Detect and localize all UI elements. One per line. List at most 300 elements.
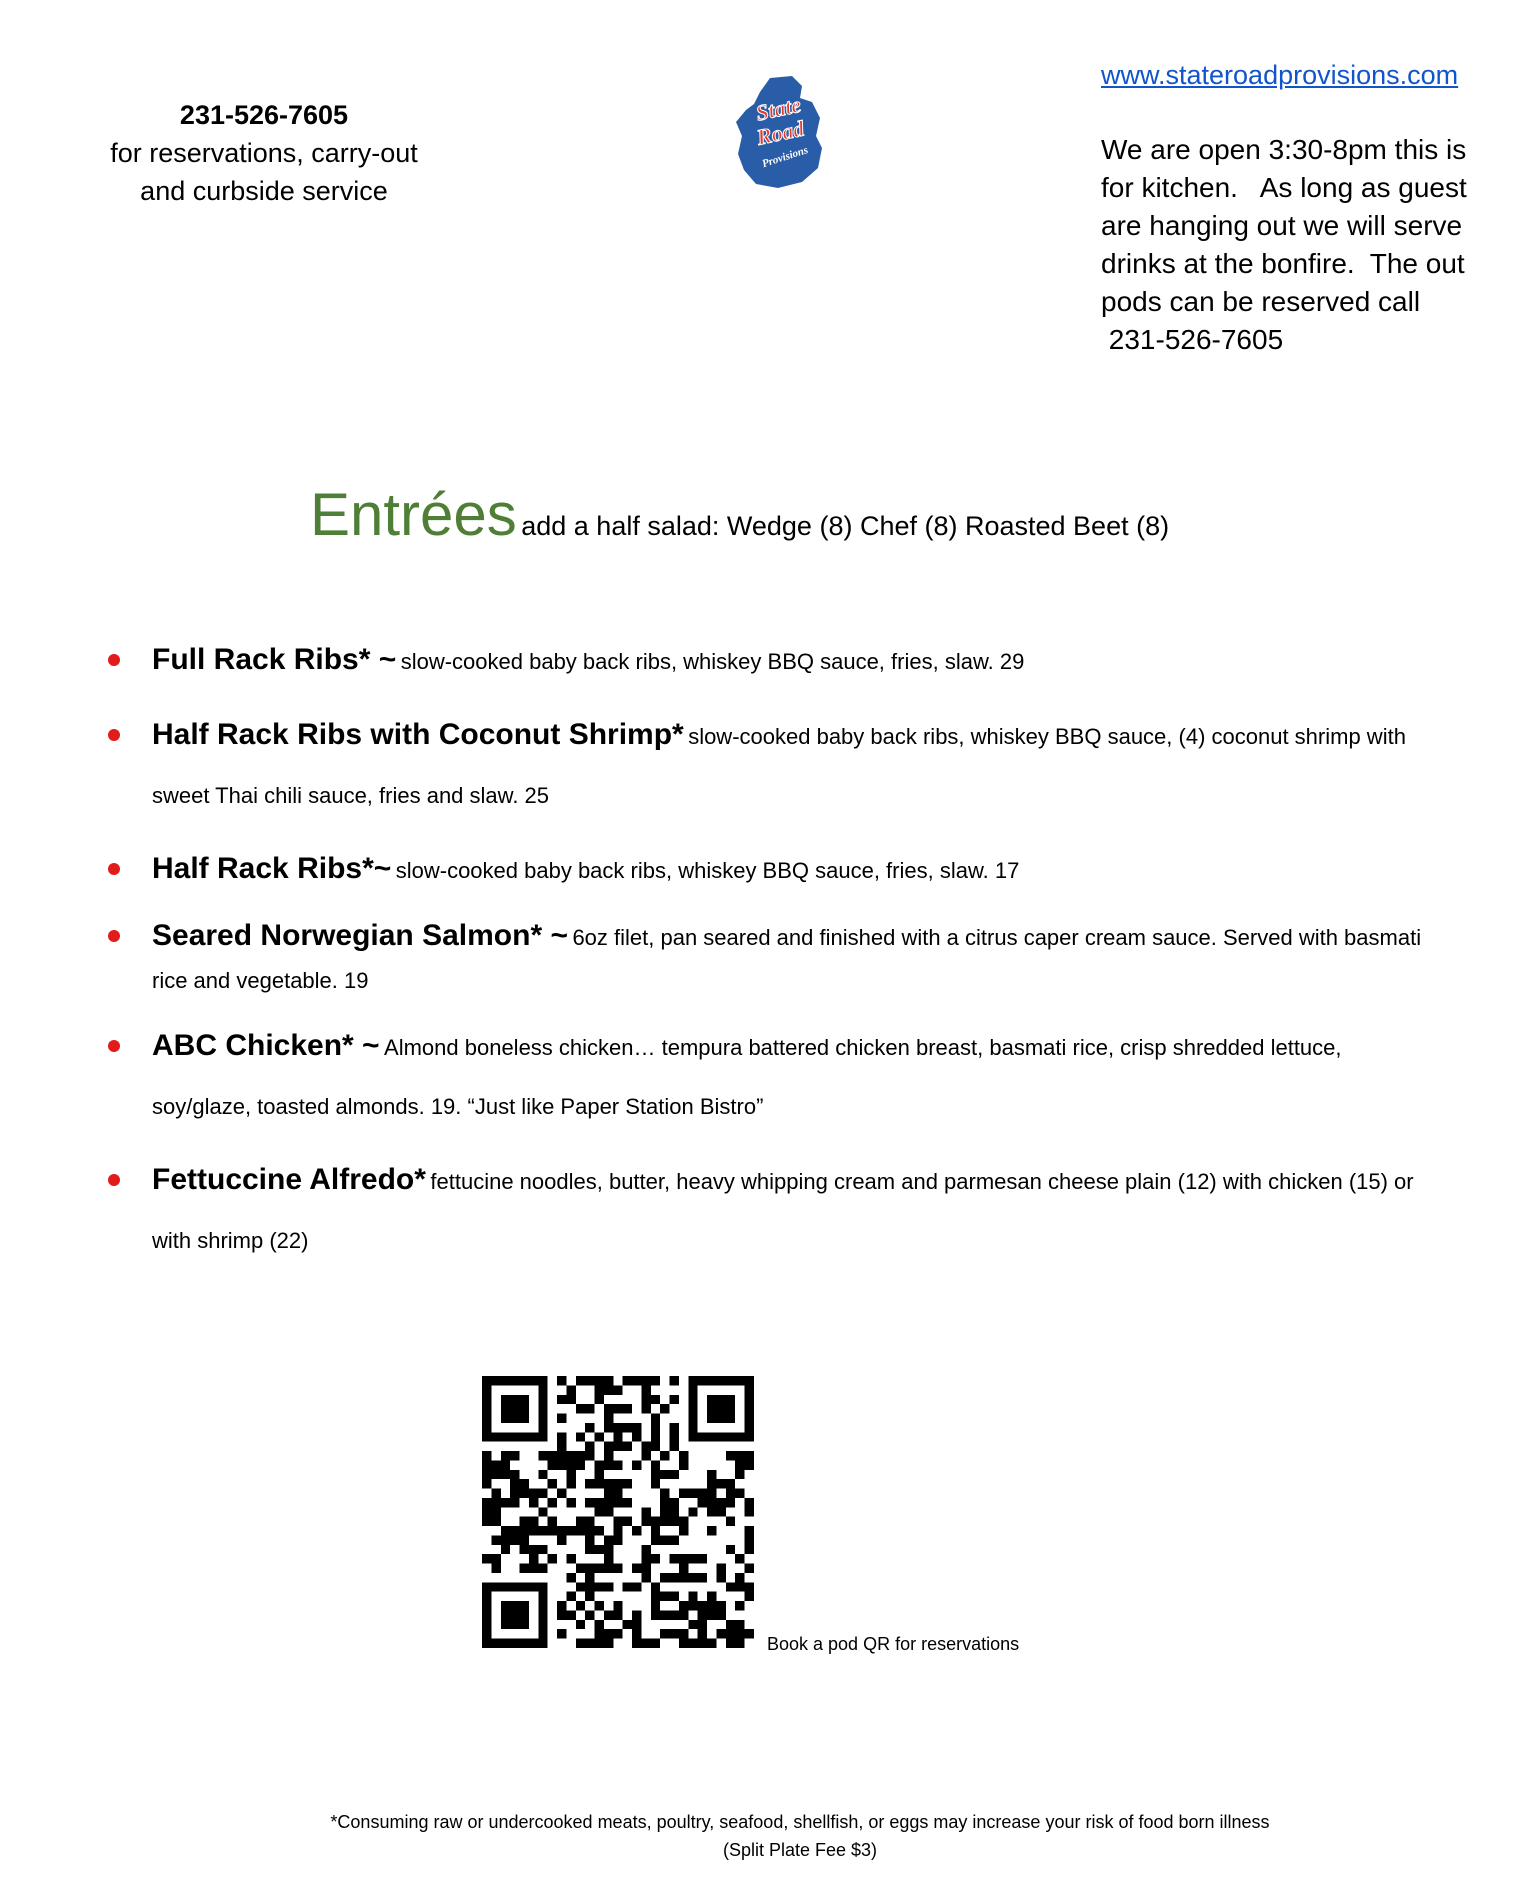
qr-module <box>604 1460 613 1469</box>
qr-module <box>632 1564 641 1573</box>
qr-module <box>482 1629 491 1638</box>
qr-module <box>660 1592 669 1601</box>
qr-module <box>585 1442 594 1451</box>
qr-module <box>501 1414 510 1423</box>
qr-module <box>707 1470 716 1479</box>
qr-module <box>557 1460 566 1469</box>
bullet-icon <box>108 729 120 741</box>
qr-module <box>707 1610 716 1619</box>
qr-module <box>670 1442 679 1451</box>
qr-module <box>716 1432 725 1441</box>
qr-module <box>548 1517 557 1526</box>
qr-module <box>660 1498 669 1507</box>
website-link[interactable]: www.stateroadprovisions.com <box>1101 60 1459 90</box>
qr-module <box>726 1629 735 1638</box>
qr-module <box>707 1479 716 1488</box>
qr-module <box>651 1432 660 1441</box>
qr-module <box>510 1470 519 1479</box>
qr-module <box>679 1460 688 1469</box>
qr-module <box>660 1610 669 1619</box>
qr-module <box>482 1592 491 1601</box>
qr-module <box>501 1545 510 1554</box>
qr-module <box>641 1517 650 1526</box>
qr-module <box>726 1545 735 1554</box>
bullet-icon <box>108 1040 120 1052</box>
qr-module <box>595 1376 604 1385</box>
qr-module <box>538 1404 547 1413</box>
split-plate-fee: (Split Plate Fee $3) <box>722 1840 878 1860</box>
hours-block <box>1101 131 1501 359</box>
qr-module <box>520 1610 529 1619</box>
qr-module <box>548 1460 557 1469</box>
qr-module <box>670 1507 679 1516</box>
qr-module <box>529 1526 538 1535</box>
qr-module <box>716 1479 725 1488</box>
qr-module <box>510 1489 519 1498</box>
qr-module <box>557 1376 566 1385</box>
qr-module <box>585 1451 594 1460</box>
qr-module <box>726 1489 735 1498</box>
entree-name: Full Rack Ribs* ~ <box>152 643 397 676</box>
qr-module <box>726 1517 735 1526</box>
qr-module <box>604 1535 613 1544</box>
qr-module <box>735 1639 744 1648</box>
qr-module <box>520 1639 529 1648</box>
qr-module <box>557 1535 566 1544</box>
qr-module <box>520 1414 529 1423</box>
qr-module <box>745 1564 754 1573</box>
bullet-icon <box>108 1174 120 1186</box>
entree-description: 6oz filet, pan seared and finished with a citrus caper cream sauce. Served with basmati rice and vegetable. 19 <box>152 925 1422 993</box>
qr-module <box>716 1498 725 1507</box>
qr-module <box>660 1489 669 1498</box>
state-road-provisions-logo <box>730 74 830 190</box>
qr-module <box>688 1620 697 1629</box>
qr-module <box>604 1629 613 1638</box>
qr-module <box>651 1479 660 1488</box>
qr-module <box>501 1470 510 1479</box>
qr-module <box>548 1498 557 1507</box>
qr-module <box>520 1404 529 1413</box>
qr-module <box>482 1554 491 1563</box>
entree-item <box>100 841 1440 902</box>
qr-module <box>632 1460 641 1469</box>
qr-module <box>726 1639 735 1648</box>
qr-module <box>716 1404 725 1413</box>
qr-module <box>698 1610 707 1619</box>
qr-module <box>735 1554 744 1563</box>
qr-module <box>566 1592 575 1601</box>
qr-module <box>632 1526 641 1535</box>
qr-module <box>735 1629 744 1638</box>
qr-module <box>698 1432 707 1441</box>
qr-module <box>604 1414 613 1423</box>
qr-module <box>716 1564 725 1573</box>
entree-name: ABC Chicken* ~ <box>152 1029 380 1062</box>
qr-module <box>679 1526 688 1535</box>
qr-module <box>670 1498 679 1507</box>
qr-module <box>576 1432 585 1441</box>
qr-module <box>576 1526 585 1535</box>
qr-module <box>698 1376 707 1385</box>
qr-module <box>576 1404 585 1413</box>
qr-module <box>501 1432 510 1441</box>
qr-module <box>604 1554 613 1563</box>
qr-module <box>538 1545 547 1554</box>
qr-module <box>520 1620 529 1629</box>
qr-module <box>501 1610 510 1619</box>
qr-module <box>482 1451 491 1460</box>
qr-module <box>613 1498 622 1507</box>
qr-module <box>745 1498 754 1507</box>
qr-module <box>670 1470 679 1479</box>
qr-module <box>576 1601 585 1610</box>
qr-module <box>604 1376 613 1385</box>
qr-module <box>538 1489 547 1498</box>
qr-module <box>604 1564 613 1573</box>
qr-module <box>538 1592 547 1601</box>
qr-module <box>707 1395 716 1404</box>
qr-module <box>576 1582 585 1591</box>
qr-module <box>520 1564 529 1573</box>
qr-module <box>566 1498 575 1507</box>
qr-module <box>604 1442 613 1451</box>
qr-module <box>745 1592 754 1601</box>
qr-module <box>585 1535 594 1544</box>
qr-module <box>566 1451 575 1460</box>
qr-module <box>538 1432 547 1441</box>
qr-module <box>735 1451 744 1460</box>
entree-item <box>100 632 1440 693</box>
qr-module <box>520 1395 529 1404</box>
qr-module <box>595 1620 604 1629</box>
qr-module <box>641 1554 650 1563</box>
qr-module <box>679 1554 688 1563</box>
qr-module <box>585 1423 594 1432</box>
qr-module <box>576 1460 585 1469</box>
qr-module <box>613 1479 622 1488</box>
hours-line-1: We are open 3:30-8pm this is <box>1101 134 1467 165</box>
qr-module <box>491 1507 500 1516</box>
reservation-qr-code[interactable] <box>482 1376 754 1648</box>
qr-module <box>557 1395 566 1404</box>
qr-module <box>623 1498 632 1507</box>
qr-module <box>651 1414 660 1423</box>
qr-module <box>707 1376 716 1385</box>
entree-item <box>100 1018 1440 1138</box>
qr-module <box>538 1601 547 1610</box>
qr-module <box>520 1432 529 1441</box>
qr-module <box>538 1582 547 1591</box>
qr-module <box>520 1526 529 1535</box>
qr-module <box>501 1639 510 1648</box>
qr-module <box>632 1582 641 1591</box>
qr-module <box>613 1442 622 1451</box>
qr-module <box>585 1592 594 1601</box>
qr-module <box>716 1376 725 1385</box>
qr-module <box>688 1573 697 1582</box>
qr-module <box>745 1535 754 1544</box>
qr-module <box>482 1620 491 1629</box>
qr-module <box>641 1395 650 1404</box>
qr-module <box>707 1498 716 1507</box>
qr-module <box>520 1479 529 1488</box>
qr-module <box>745 1545 754 1554</box>
qr-module <box>688 1592 697 1601</box>
hours-line-3: are hanging out we will serve <box>1101 210 1463 241</box>
qr-module <box>529 1376 538 1385</box>
qr-module <box>707 1414 716 1423</box>
qr-module <box>482 1582 491 1591</box>
qr-module <box>529 1489 538 1498</box>
qr-module <box>670 1573 679 1582</box>
qr-module <box>538 1610 547 1619</box>
qr-module <box>566 1460 575 1469</box>
entree-name: Half Rack Ribs*~ <box>152 852 392 885</box>
qr-module <box>651 1517 660 1526</box>
qr-module <box>538 1395 547 1404</box>
qr-module <box>651 1470 660 1479</box>
qr-module <box>613 1385 622 1394</box>
qr-module <box>670 1592 679 1601</box>
qr-module <box>735 1601 744 1610</box>
qr-module <box>641 1385 650 1394</box>
entree-name: Fettuccine Alfredo* <box>152 1163 426 1196</box>
half-salad-note: add a half salad: Wedge (8) Chef (8) Roasted Beet (8) <box>521 511 1170 541</box>
qr-module <box>510 1610 519 1619</box>
qr-module <box>735 1620 744 1629</box>
qr-module <box>529 1564 538 1573</box>
qr-module <box>679 1517 688 1526</box>
qr-module <box>491 1517 500 1526</box>
qr-module <box>745 1451 754 1460</box>
qr-module <box>660 1470 669 1479</box>
bullet-icon <box>108 654 120 666</box>
qr-module <box>510 1601 519 1610</box>
qr-module <box>576 1451 585 1460</box>
qr-module <box>482 1423 491 1432</box>
qr-module <box>491 1489 500 1498</box>
qr-module <box>716 1395 725 1404</box>
qr-module <box>688 1395 697 1404</box>
qr-module <box>482 1414 491 1423</box>
qr-module <box>585 1639 594 1648</box>
qr-module <box>632 1620 641 1629</box>
qr-module <box>613 1517 622 1526</box>
qr-module <box>745 1507 754 1516</box>
qr-module <box>613 1404 622 1413</box>
qr-module <box>604 1385 613 1394</box>
qr-module <box>557 1451 566 1460</box>
qr-module <box>501 1601 510 1610</box>
qr-module <box>585 1564 594 1573</box>
qr-module <box>632 1423 641 1432</box>
qr-module <box>566 1470 575 1479</box>
qr-module <box>482 1395 491 1404</box>
qr-module <box>735 1460 744 1469</box>
qr-module <box>688 1432 697 1441</box>
qr-module <box>679 1573 688 1582</box>
svg-text:Provisions: Provisions <box>760 144 810 171</box>
qr-module <box>660 1535 669 1544</box>
qr-module <box>651 1554 660 1563</box>
qr-module <box>595 1479 604 1488</box>
qr-module <box>557 1414 566 1423</box>
qr-module <box>623 1404 632 1413</box>
qr-module <box>670 1629 679 1638</box>
qr-module <box>604 1479 613 1488</box>
qr-module <box>529 1517 538 1526</box>
qr-module <box>632 1610 641 1619</box>
qr-module <box>613 1601 622 1610</box>
qr-module <box>679 1489 688 1498</box>
svg-text:State: State <box>753 91 804 126</box>
qr-module <box>548 1451 557 1460</box>
qr-module <box>585 1376 594 1385</box>
qr-module <box>501 1404 510 1413</box>
contact-line-2: and curbside service <box>140 176 388 206</box>
footer <box>0 1808 1538 1864</box>
qr-module <box>688 1385 697 1394</box>
qr-module <box>482 1470 491 1479</box>
qr-module <box>482 1507 491 1516</box>
qr-module <box>698 1629 707 1638</box>
qr-module <box>651 1610 660 1619</box>
entree-description: slow-cooked baby back ribs, whiskey BBQ sauce, fries, slaw. 17 <box>395 858 1020 883</box>
qr-module <box>745 1395 754 1404</box>
qr-module <box>491 1639 500 1648</box>
qr-module <box>651 1526 660 1535</box>
qr-module <box>651 1601 660 1610</box>
qr-module <box>520 1582 529 1591</box>
food-safety-disclaimer: *Consuming raw or undercooked meats, poultry, seafood, shellfish, or eggs may increase your risk of food born illness <box>330 1812 1270 1832</box>
qr-module <box>576 1376 585 1385</box>
qr-module <box>707 1432 716 1441</box>
qr-module <box>482 1517 491 1526</box>
qr-module <box>576 1620 585 1629</box>
qr-module <box>688 1414 697 1423</box>
qr-module <box>745 1376 754 1385</box>
qr-module <box>641 1507 650 1516</box>
qr-module <box>726 1395 735 1404</box>
qr-module <box>501 1582 510 1591</box>
qr-module <box>707 1507 716 1516</box>
hours-line-4: drinks at the bonfire. The out <box>1101 248 1465 279</box>
qr-module <box>538 1526 547 1535</box>
qr-module <box>735 1470 744 1479</box>
qr-module <box>707 1526 716 1535</box>
qr-module <box>613 1610 622 1619</box>
qr-module <box>566 1526 575 1535</box>
svg-text:Road: Road <box>754 115 807 150</box>
qr-module <box>529 1432 538 1441</box>
qr-module <box>745 1432 754 1441</box>
qr-module <box>585 1573 594 1582</box>
qr-module <box>745 1629 754 1638</box>
entree-item <box>100 916 1440 1004</box>
qr-module <box>641 1451 650 1460</box>
qr-module <box>726 1376 735 1385</box>
qr-module <box>595 1629 604 1638</box>
qr-module <box>510 1479 519 1488</box>
qr-module <box>491 1376 500 1385</box>
qr-module <box>651 1395 660 1404</box>
qr-module <box>651 1639 660 1648</box>
qr-module <box>557 1601 566 1610</box>
qr-module <box>595 1639 604 1648</box>
qr-module <box>510 1639 519 1648</box>
qr-module <box>538 1564 547 1573</box>
qr-module <box>623 1582 632 1591</box>
qr-module <box>623 1517 632 1526</box>
qr-module <box>716 1601 725 1610</box>
hours-line-6: 231-526-7605 <box>1101 324 1284 355</box>
qr-module <box>482 1479 491 1488</box>
qr-module <box>520 1545 529 1554</box>
qr-module <box>651 1423 660 1432</box>
qr-module <box>510 1395 519 1404</box>
qr-module <box>632 1376 641 1385</box>
qr-module <box>491 1460 500 1469</box>
qr-module <box>623 1423 632 1432</box>
qr-module <box>660 1404 669 1413</box>
qr-module <box>660 1573 669 1582</box>
qr-module <box>585 1498 594 1507</box>
qr-module <box>510 1376 519 1385</box>
bullet-icon <box>108 863 120 875</box>
qr-module <box>585 1404 594 1413</box>
qr-module <box>660 1629 669 1638</box>
qr-module <box>538 1385 547 1394</box>
qr-module <box>604 1582 613 1591</box>
qr-module <box>641 1573 650 1582</box>
qr-module <box>716 1610 725 1619</box>
qr-module <box>707 1592 716 1601</box>
qr-module <box>491 1554 500 1563</box>
qr-module <box>726 1432 735 1441</box>
qr-module <box>613 1460 622 1469</box>
qr-module <box>641 1639 650 1648</box>
qr-module <box>670 1376 679 1385</box>
hours-line-5: pods can be reserved call <box>1101 286 1421 317</box>
qr-module <box>623 1479 632 1488</box>
qr-module <box>641 1376 650 1385</box>
qr-module <box>491 1498 500 1507</box>
qr-module <box>670 1432 679 1441</box>
qr-module <box>557 1489 566 1498</box>
qr-module <box>604 1423 613 1432</box>
qr-module <box>501 1498 510 1507</box>
qr-module <box>538 1639 547 1648</box>
qr-module <box>651 1376 660 1385</box>
qr-module <box>491 1535 500 1544</box>
qr-module <box>735 1582 744 1591</box>
entree-list <box>100 632 1440 1286</box>
qr-module <box>510 1451 519 1460</box>
qr-module <box>679 1629 688 1638</box>
qr-module <box>529 1639 538 1648</box>
qr-module <box>538 1451 547 1460</box>
qr-module <box>604 1498 613 1507</box>
qr-module <box>745 1460 754 1469</box>
entree-description: slow-cooked baby back ribs, whiskey BBQ sauce, (4) coconut shrimp with sweet Thai chili sauce, fries and slaw. 25 <box>152 724 1406 808</box>
qr-module <box>566 1554 575 1563</box>
qr-module <box>538 1414 547 1423</box>
qr-module <box>557 1432 566 1441</box>
qr-module <box>651 1460 660 1469</box>
qr-module <box>595 1582 604 1591</box>
qr-module <box>735 1573 744 1582</box>
